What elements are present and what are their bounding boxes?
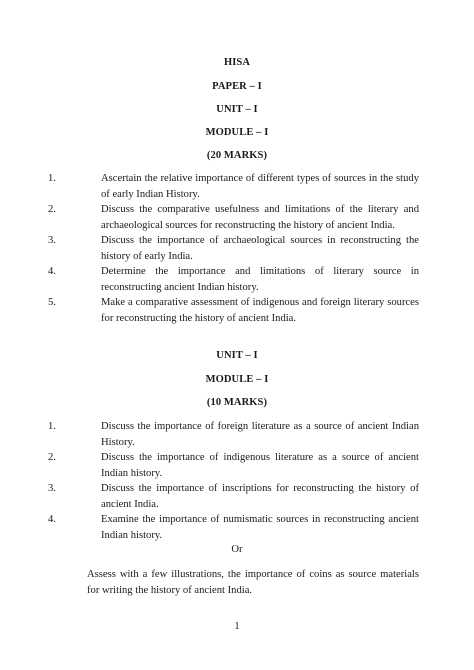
question-number: 1. (48, 173, 56, 184)
question-number: 4. (48, 266, 56, 277)
marks-heading: (10 MARKS) (206, 397, 268, 408)
question-text: Discuss the importance of inscriptions for reconstructing the history of ancient India. (101, 483, 419, 510)
page-number: 1 (234, 621, 240, 632)
question-text: Make a comparative assessment of indigenous and foreign literary sources for reconstructing the history of ancient India. (101, 297, 419, 324)
document-title: HISA (223, 57, 251, 68)
question-text: Examine the importance of numismatic sources in reconstructing ancient Indian history. (101, 514, 419, 541)
question-text: Discuss the importance of archaeological sources in reconstructing the history of early India. (101, 235, 419, 262)
question-number: 2. (48, 204, 56, 215)
paper-heading: PAPER – I (212, 81, 262, 92)
alternative-question: Assess with a few illustrations, the importance of coins as source materials for writing the history of ancient India. (87, 569, 419, 596)
question-text: Discuss the comparative usefulness and limitations of the literary and archaeological sources for reconstructing the history of ancient India. (101, 204, 419, 231)
marks-heading: (20 MARKS) (206, 150, 268, 161)
question-number: 1. (48, 421, 56, 432)
question-number: 3. (48, 483, 56, 494)
question-number: 3. (48, 235, 56, 246)
or-separator: Or (231, 544, 243, 555)
question-number: 2. (48, 452, 56, 463)
question-text: Ascertain the relative importance of different types of sources in the study of early Indian History. (101, 173, 419, 200)
question-text: Discuss the importance of foreign literature as a source of ancient Indian History. (101, 421, 419, 448)
question-text: Determine the importance and limitations of literary source in reconstructing ancient Indian history. (101, 266, 419, 293)
question-number: 5. (48, 297, 56, 308)
module-heading: MODULE – I (205, 127, 269, 138)
question-text: Discuss the importance of indigenous literature as a source of ancient Indian history. (101, 452, 419, 479)
unit-heading: UNIT – I (216, 104, 258, 115)
unit-heading: UNIT – I (216, 350, 258, 361)
question-number: 4. (48, 514, 56, 525)
module-heading: MODULE – I (205, 374, 269, 385)
